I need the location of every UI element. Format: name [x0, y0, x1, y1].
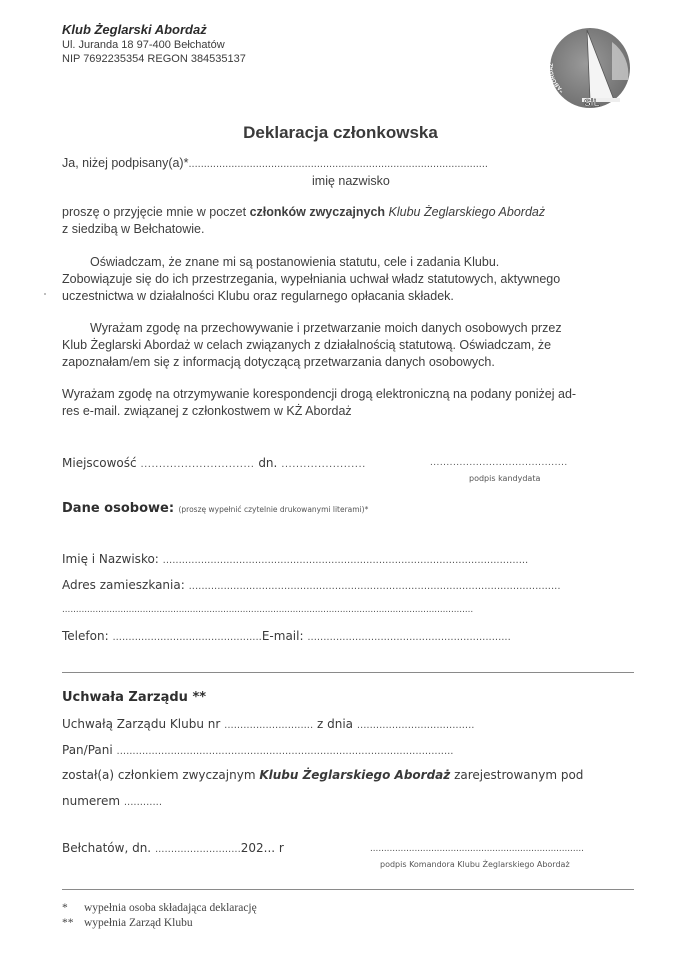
document-title: Deklaracja członkowska [243, 123, 438, 142]
footnote-1 [62, 902, 257, 914]
board-date-field[interactable]: ........................... [154, 844, 241, 855]
place-label: Miejscowość [62, 456, 137, 470]
member-number-label: numerem [62, 794, 121, 808]
resolution-row [62, 717, 474, 731]
logo-text-top: KLUB ŻEGLARSKI [536, 36, 554, 96]
date-label: dn. [258, 456, 278, 470]
place-field[interactable]: ............................... [140, 459, 255, 470]
footnote-2-mark: ** [62, 917, 74, 929]
member-name-field[interactable]: .......................................................................................................... [116, 746, 454, 757]
footnote-2 [62, 917, 193, 929]
address-field[interactable]: ..................................................................................................................... [188, 581, 561, 592]
club-logo-icon [532, 20, 644, 110]
organization-address: Ul. Juranda 18 97-400 Bełchatów [62, 39, 225, 51]
confirmation-text: został(a) członkiem zwyczajnym [62, 768, 260, 782]
phone-label: Telefon: [62, 629, 109, 643]
member-name-label: Pan/Pani [62, 743, 113, 757]
name-caption: imię nazwisko [312, 174, 390, 188]
address-field-continued[interactable]: .................................................................................................................................................... [62, 604, 474, 615]
candidate-signature-caption: podpis kandydata [469, 474, 541, 483]
resolution-date-label: z dnia [317, 717, 354, 731]
declarant-name-field[interactable]: .................................................................................................. [188, 158, 488, 170]
commander-signature-caption: podpis Komandora Klubu Żeglarskiego Abordaż [380, 860, 570, 869]
organization-ids: NIP 7692235354 REGON 384535137 [62, 53, 246, 65]
section-divider [62, 672, 634, 673]
confirmation-text-end: zarejestrowanym pod [450, 768, 584, 782]
request-line-2: z siedzibą w Bełchatowie. [62, 222, 205, 236]
footnote-2-text: wypełnia Zarząd Klubu [84, 917, 193, 929]
resolution-number-field[interactable]: ............................ [224, 720, 314, 731]
email-field[interactable]: ................................................................ [307, 632, 511, 643]
full-name-label: Imię i Nazwisko: [62, 552, 159, 566]
statute-line-2: Zobowiązuje się do ich przestrzegania, wypełniania uchwał władz statutowych, aktywnego [62, 272, 561, 286]
membership-confirmation [62, 768, 583, 782]
resolution-number-label: Uchwałą Zarządu Klubu nr [62, 717, 221, 731]
address-row [62, 578, 561, 592]
gdpr-line-1: Wyrażam zgodę na przechowywanie i przetwarzanie moich danych osobowych przez [90, 321, 562, 335]
phone-field[interactable]: ............................................... [112, 632, 262, 643]
logo-text-sil: SiL [584, 98, 600, 109]
contact-row [62, 629, 511, 643]
email-consent-line-2: res e-mail. związanej z członkostwem w KŻ Abordaż [62, 404, 352, 418]
full-name-row [62, 552, 528, 566]
board-year: 202... r [240, 841, 284, 855]
candidate-signature-field[interactable]: .......................................... [430, 457, 568, 468]
membership-request [62, 205, 545, 219]
gdpr-line-3: zapoznałam/em się z informacją dotyczącą przetwarzania danych osobowych. [62, 355, 495, 369]
organization-name: Klub Żeglarski Abordaż [62, 22, 207, 37]
board-date-row [62, 841, 284, 855]
personal-data-heading-row [62, 499, 368, 517]
place-date-row [62, 456, 366, 470]
request-text: proszę o przyjęcie mnie w poczet [62, 205, 250, 219]
declarant-line [62, 156, 488, 170]
request-bold: członków zwyczajnych [249, 205, 386, 219]
gdpr-line-2: Klub Żeglarski Abordaż w celach związanych z działalnością statutową. Oświadczam, że [62, 338, 552, 352]
member-name-row [62, 743, 453, 757]
footnote-1-mark: * [62, 902, 68, 914]
board-city-date-label: Bełchatów, dn. [62, 841, 152, 855]
date-field[interactable]: ....................... [281, 459, 366, 470]
full-name-field[interactable]: ................................................................................................................... [162, 555, 529, 566]
statute-line-3: uczestnictwa w działalności Klubu oraz regularnego opłacania składek. [62, 289, 454, 303]
personal-data-note: (proszę wypełnić czytelnie drukowanymi literami)* [178, 505, 369, 514]
member-number-field[interactable]: ............ [123, 797, 163, 808]
declarant-label: Ja, niżej podpisany(a)* [62, 156, 189, 170]
address-label: Adres zamieszkania: [62, 578, 185, 592]
commander-signature-field[interactable]: ............................................................................. [370, 843, 584, 854]
email-consent-line-1: Wyrażam zgodę na otrzymywanie korespondencji drogą elektroniczną na podany poniżej ad- [62, 387, 577, 401]
footnote-divider [62, 889, 634, 890]
email-label: E-mail: [261, 629, 304, 643]
personal-data-heading: Dane osobowe: [62, 501, 175, 516]
member-number-row [62, 794, 162, 808]
statute-line-1: Oświadczam, że znane mi są postanowienia statutu, cele i zadania Klubu. [90, 255, 500, 269]
footnote-1-text: wypełnia osoba składająca deklarację [84, 902, 257, 914]
scan-speck [44, 293, 46, 295]
request-italic: Klubu Żeglarskiego Abordaż [385, 205, 546, 219]
board-resolution-heading: Uchwała Zarządu ** [62, 690, 207, 705]
logo-text-bottom: "ABORDAŻ" [548, 59, 566, 94]
resolution-date-field[interactable]: ..................................... [356, 720, 475, 731]
confirmation-club-name: Klubu Żeglarskiego Abordaż [259, 768, 451, 782]
